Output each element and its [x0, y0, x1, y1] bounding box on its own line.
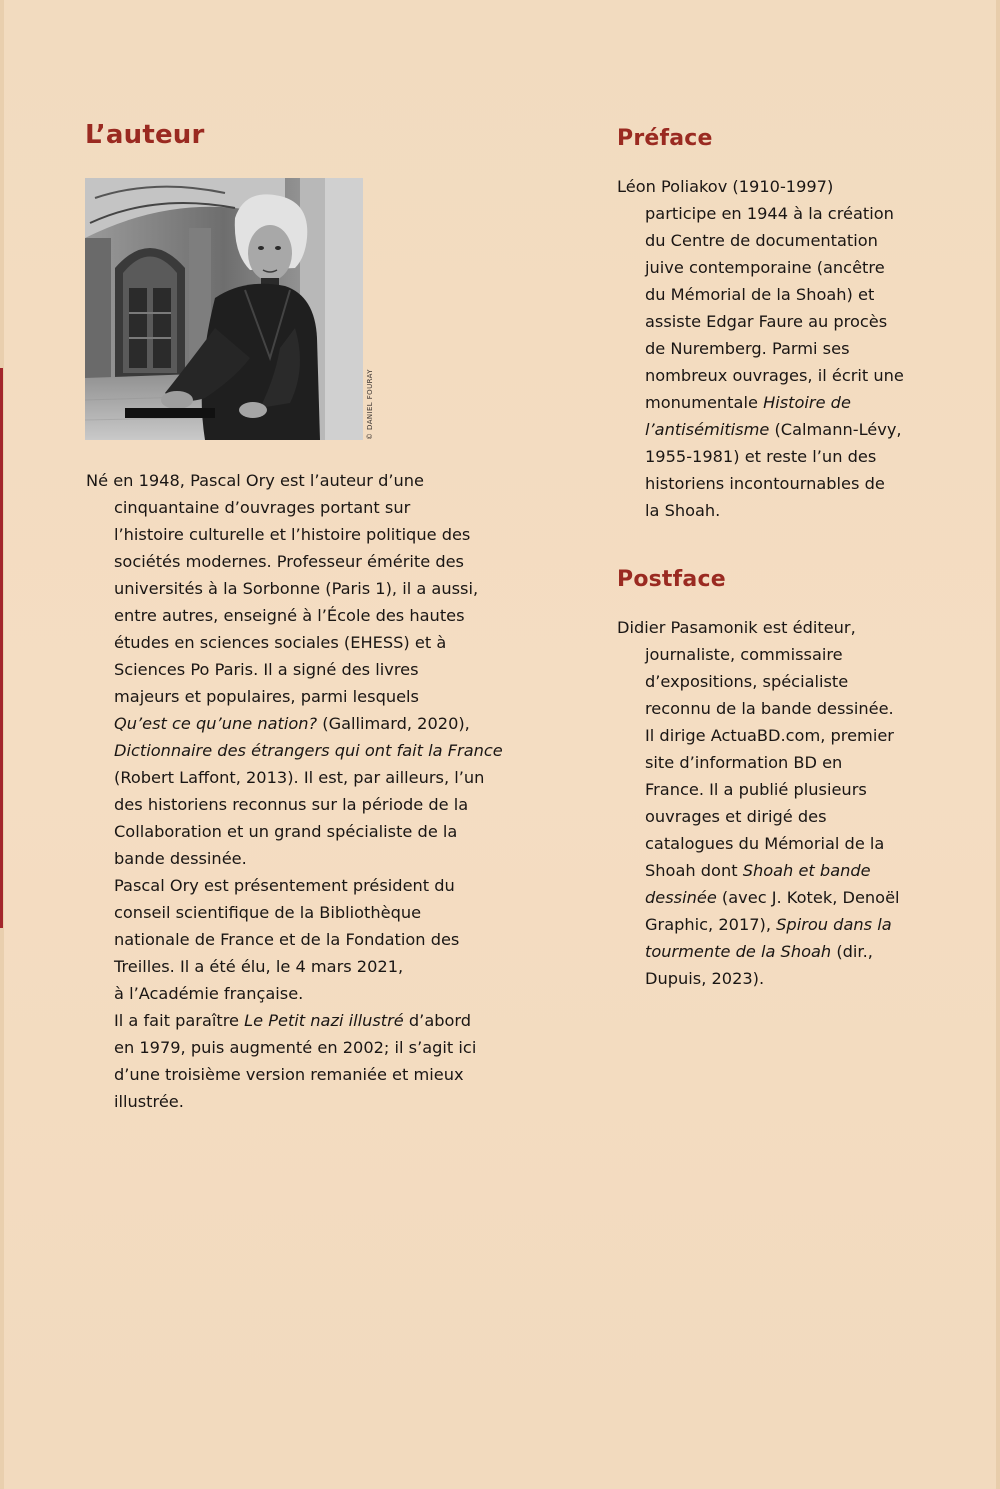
preface-line: juive contemporaine (ancêtre [645, 258, 885, 277]
preface-line: participe en 1944 à la création [645, 204, 894, 223]
postface-line [617, 911, 917, 938]
preface-line: du Centre de documentation [645, 231, 878, 250]
auteur-line: bande dessinée. [114, 849, 247, 868]
preface-text [617, 173, 917, 524]
auteur-line-part: d’abord [403, 1011, 472, 1030]
auteur-line: à l’Académie française. [114, 984, 304, 1003]
preface-line: de Nuremberg. Parmi ses [645, 339, 850, 358]
postface-line: site d’information BD en [645, 753, 843, 772]
auteur-line: illustrée. [114, 1092, 184, 1111]
auteur-line: d’une troisième version remaniée et mieux [114, 1065, 464, 1084]
book-title-nation: Qu’est ce qu’une nation? [114, 714, 318, 733]
auteur-line: Pascal Ory est présentement président du [114, 876, 455, 895]
postface-line-part: (dir., [831, 942, 873, 961]
postface-line-part: (avec J. Kotek, Denoël [716, 888, 900, 907]
postface-line [617, 938, 917, 965]
postface-line: catalogues du Mémorial de la [645, 834, 885, 853]
page-edge-right [996, 0, 1000, 1489]
postface-heading: Postface [617, 567, 726, 592]
preface-line [617, 389, 917, 416]
book-title-antisemitisme: l’antisémitisme [645, 420, 770, 439]
auteur-line [86, 710, 486, 737]
auteur-line: des historiens reconnus sur la période de la [114, 795, 469, 814]
postface-line: d’expositions, spécialiste [645, 672, 849, 691]
book-title-spirou: Spirou dans la [776, 915, 892, 934]
auteur-line: Né en 1948, Pascal Ory est l’auteur d’une [86, 471, 425, 490]
postface-line: France. Il a publié plusieurs [645, 780, 867, 799]
preface-line-part: monumentale [645, 393, 764, 412]
preface-line: historiens incontournables de [645, 474, 885, 493]
auteur-heading: L’auteur [85, 120, 205, 150]
auteur-line: nationale de France et de la Fondation des [114, 930, 460, 949]
book-title-petit-nazi: Le Petit nazi illustré [244, 1011, 404, 1030]
postface-line: ouvrages et dirigé des [645, 807, 827, 826]
postface-line-part: Graphic, 2017), [645, 915, 777, 934]
postface-line: reconnu de la bande dessinée. [645, 699, 894, 718]
preface-heading: Préface [617, 126, 713, 151]
preface-line: assiste Edgar Faure au procès [645, 312, 888, 331]
auteur-line: sociétés modernes. Professeur émérite des [114, 552, 464, 571]
auteur-line: études en sciences sociales (EHESS) et à [114, 633, 447, 652]
postface-line [617, 884, 917, 911]
postface-line: journaliste, commissaire [645, 645, 843, 664]
book-title-dictionnaire: Dictionnaire des étrangers qui ont fait la France [114, 741, 503, 760]
auteur-line: majeurs et populaires, parmi lesquels [114, 687, 419, 706]
auteur-line [86, 1007, 486, 1034]
postface-line: Il dirige ActuaBD.com, premier [645, 726, 894, 745]
auteur-line-part: (Gallimard, 2020), [317, 714, 470, 733]
postface-line: Dupuis, 2023). [645, 969, 765, 988]
book-title-shoah-bd: Shoah et bande [742, 861, 871, 880]
photo-credit: © DANIEL FOURAY [366, 369, 374, 440]
postface-text [617, 614, 917, 992]
auteur-line-part: Il a fait paraître [114, 1011, 245, 1030]
auteur-text [86, 467, 503, 1115]
auteur-line: entre autres, enseigné à l’École des hautes [114, 606, 465, 625]
auteur-line: (Robert Laffont, 2013). Il est, par ailleurs, l’un [114, 768, 485, 787]
accent-bar [0, 368, 3, 928]
auteur-line: l’histoire culturelle et l’histoire politique des [114, 525, 471, 544]
auteur-line: Collaboration et un grand spécialiste de la [114, 822, 458, 841]
postface-line [617, 857, 917, 884]
preface-line: Léon Poliakov (1910-1997) [617, 177, 834, 196]
postface-line-part: Shoah dont [645, 861, 743, 880]
author-photo [85, 178, 363, 440]
auteur-line: conseil scientifique de la Bibliothèque [114, 903, 422, 922]
preface-line: nombreux ouvrages, il écrit une [645, 366, 904, 385]
preface-line: 1955-1981) et reste l’un des [645, 447, 877, 466]
auteur-line: cinquantaine d’ouvrages portant sur [114, 498, 411, 517]
book-title-shoah-bd-cont: dessinée [645, 888, 717, 907]
auteur-line: en 1979, puis augmenté en 2002; il s’agit ici [114, 1038, 477, 1057]
preface-line [617, 416, 917, 443]
preface-line: la Shoah. [645, 501, 721, 520]
preface-line: du Mémorial de la Shoah) et [645, 285, 875, 304]
book-title-histoire: Histoire de [763, 393, 851, 412]
postface-line: Didier Pasamonik est éditeur, [617, 618, 856, 637]
auteur-line: Sciences Po Paris. Il a signé des livres [114, 660, 419, 679]
preface-line-part: (Calmann-Lévy, [769, 420, 902, 439]
auteur-line: universités à la Sorbonne (Paris 1), il a aussi, [114, 579, 479, 598]
auteur-line: Treilles. Il a été élu, le 4 mars 2021, [114, 957, 404, 976]
book-title-spirou-cont: tourmente de la Shoah [645, 942, 832, 961]
